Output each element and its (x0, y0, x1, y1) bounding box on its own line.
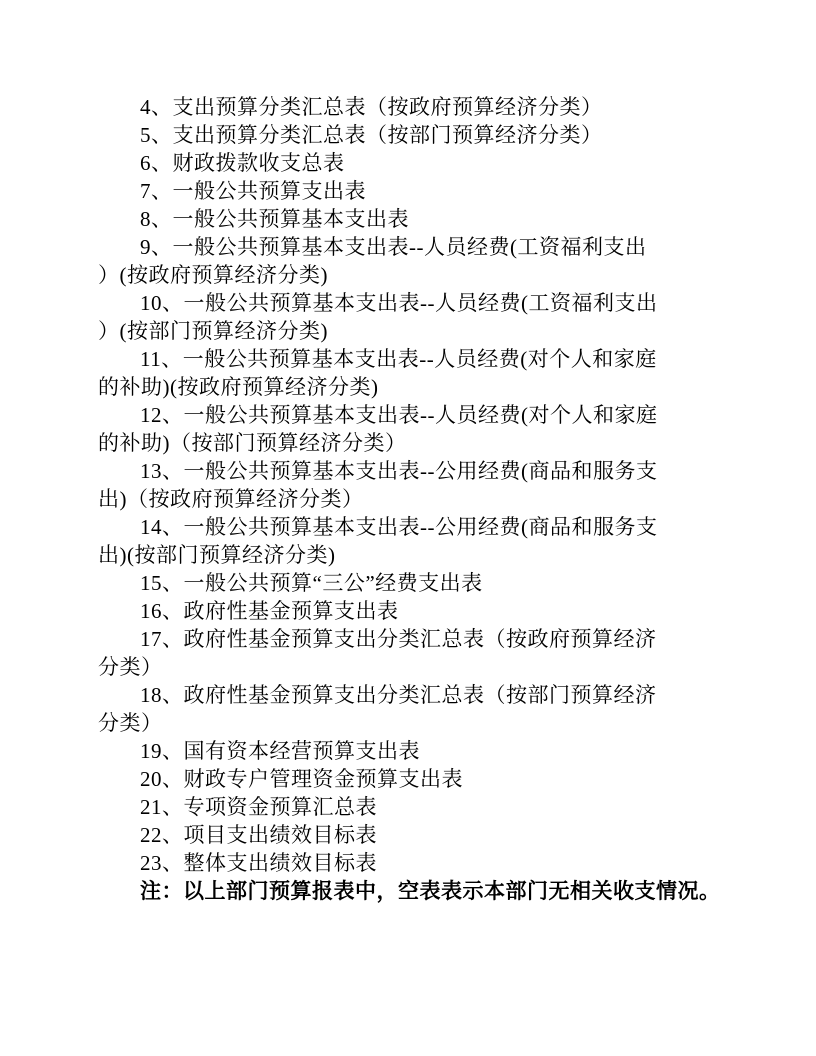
list-line: 10、一般公共预算基本支出表--人员经费(工资福利支出 (140, 291, 658, 315)
list-line: ）(按部门预算经济分类) (98, 319, 328, 343)
list-line: 7、一般公共预算支出表 (140, 179, 366, 203)
list-line: 21、专项资金预算汇总表 (140, 795, 377, 819)
note-line: 注：以上部门预算报表中，空表表示本部门无相关收支情况。 (140, 879, 721, 903)
list-line: 8、一般公共预算基本支出表 (140, 207, 409, 231)
list-line: 12、一般公共预算基本支出表--人员经费(对个人和家庭 (140, 403, 658, 427)
list-line: 22、项目支出绩效目标表 (140, 823, 377, 847)
list-line: 15、一般公共预算“三公”经费支出表 (140, 571, 483, 595)
list-line: 11、一般公共预算基本支出表--人员经费(对个人和家庭 (140, 347, 657, 371)
list-line: 20、财政专户管理资金预算支出表 (140, 767, 463, 791)
list-line: 4、支出预算分类汇总表（按政府预算经济分类） (140, 95, 603, 119)
list-line: 23、整体支出绩效目标表 (140, 851, 377, 875)
list-line: 14、一般公共预算基本支出表--公用经费(商品和服务支 (140, 515, 658, 539)
list-line: 19、国有资本经营预算支出表 (140, 739, 420, 763)
list-line: 5、支出预算分类汇总表（按部门预算经济分类） (140, 123, 603, 147)
list-line: 13、一般公共预算基本支出表--公用经费(商品和服务支 (140, 459, 658, 483)
list-line: ）(按政府预算经济分类) (98, 263, 328, 287)
list-line: 的补助)（按部门预算经济分类） (98, 431, 407, 455)
list-line: 16、政府性基金预算支出表 (140, 599, 399, 623)
list-line: 分类） (98, 711, 163, 735)
list-line: 出)(按部门预算经济分类) (98, 543, 336, 567)
list-line: 9、一般公共预算基本支出表--人员经费(工资福利支出 (140, 235, 647, 259)
list-line: 的补助)(按政府预算经济分类) (98, 375, 379, 399)
list-line: 出)（按政府预算经济分类） (98, 487, 364, 511)
list-line: 18、政府性基金预算支出分类汇总表（按部门预算经济 (140, 683, 657, 707)
budget-report-list (98, 93, 720, 905)
list-line: 分类） (98, 655, 163, 679)
list-line: 17、政府性基金预算支出分类汇总表（按政府预算经济 (140, 627, 657, 651)
list-line: 6、财政拨款收支总表 (140, 151, 345, 175)
